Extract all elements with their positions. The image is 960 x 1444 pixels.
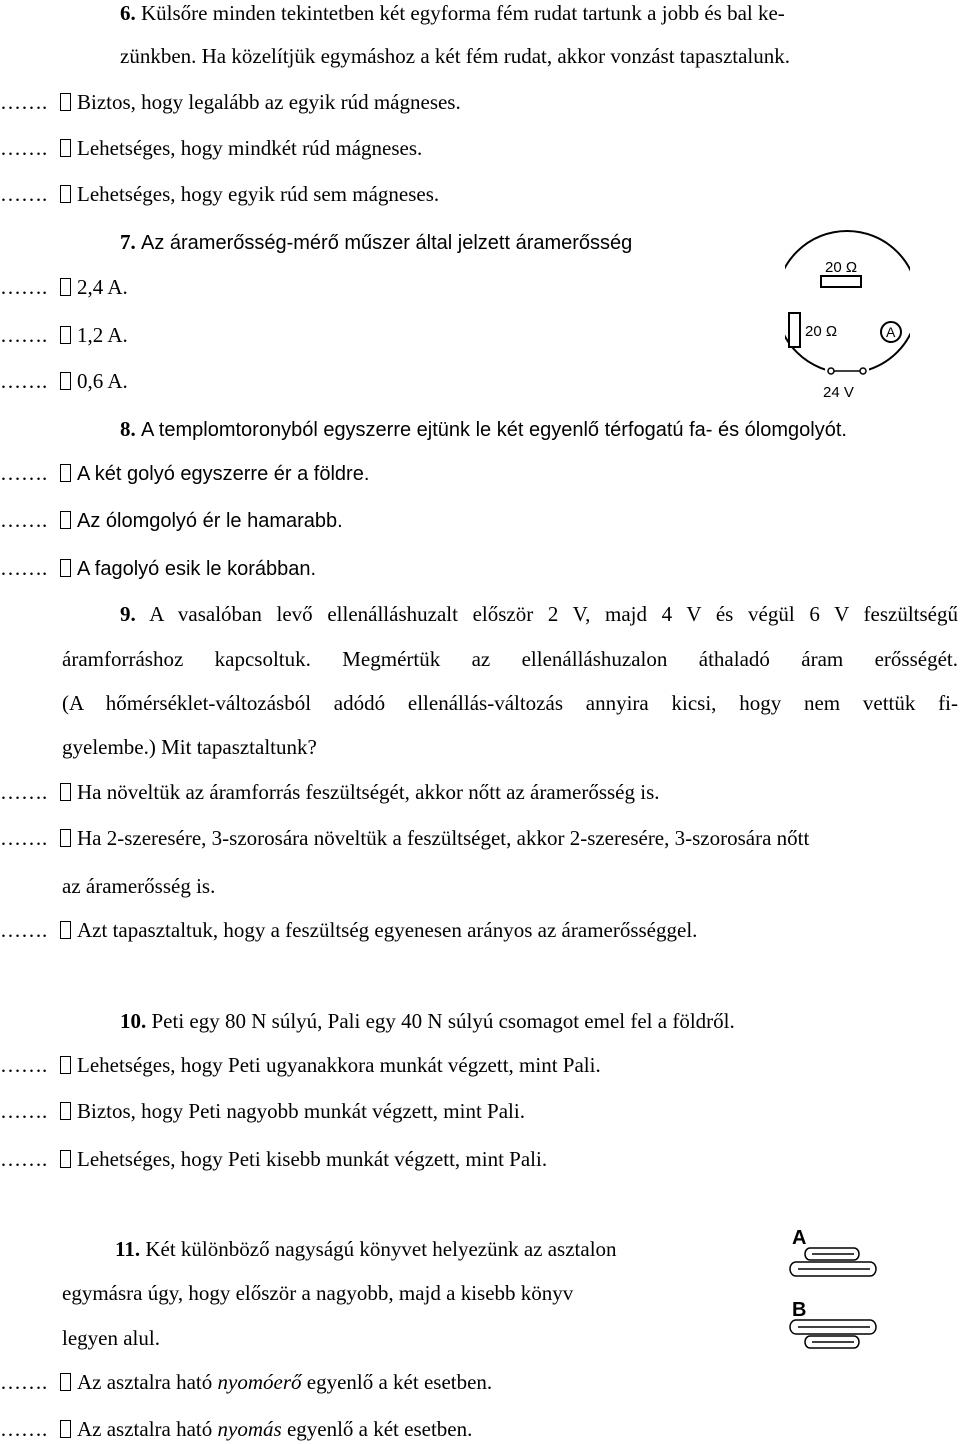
answer-blank[interactable]: …….: [0, 323, 48, 347]
answer-blank[interactable]: …….: [0, 508, 48, 532]
checkbox-icon[interactable]: [60, 372, 71, 390]
book-stack-b: [790, 1320, 876, 1348]
answer-blank[interactable]: …….: [0, 275, 48, 299]
q10-option-1[interactable]: [0, 1052, 601, 1078]
q11-line2: egymásra úgy, hogy először a nagyobb, majd a kisebb könyv: [62, 1281, 574, 1305]
option-label: Biztos, hogy Peti nagyobb munkát végzett, mint Pali.: [77, 1099, 525, 1123]
q6-option-1[interactable]: [0, 89, 461, 115]
q10-line: [120, 1008, 735, 1034]
answer-blank[interactable]: …….: [0, 369, 48, 393]
q11-line3: legyen alul.: [62, 1326, 160, 1350]
q11-number: 11.: [115, 1237, 141, 1261]
option-emphasis: nyomóerő: [217, 1370, 302, 1394]
option-label-end: egyenlő a két esetben.: [301, 1370, 493, 1394]
q10-number: 10.: [120, 1009, 147, 1033]
option-label: Lehetséges, hogy Peti kisebb munkát végzett, mint Pali.: [77, 1147, 548, 1171]
answer-blank[interactable]: …….: [0, 1147, 48, 1171]
q8-option-2[interactable]: [0, 507, 343, 534]
q9-line3: (A hőmérséklet-változásból adódó ellenállás-változás annyira kicsi, hogy nem vettük fi-: [62, 691, 958, 715]
checkbox-icon[interactable]: [60, 1102, 71, 1120]
answer-blank[interactable]: …….: [0, 1417, 48, 1441]
checkbox-icon[interactable]: [60, 783, 71, 801]
option-label: A két golyó egyszerre ér a földre.: [77, 463, 370, 485]
q9-line1: [120, 601, 958, 627]
q7-number: 7.: [120, 230, 136, 254]
answer-blank[interactable]: …….: [0, 1053, 48, 1077]
option-label: 0,6 A.: [77, 369, 128, 393]
option-emphasis: nyomás: [217, 1417, 282, 1441]
q7-line: [120, 229, 632, 256]
q11-option-2[interactable]: [0, 1416, 472, 1442]
option-label: Lehetséges, hogy Peti ugyanakkora munkát végzett, mint Pali.: [77, 1053, 601, 1077]
q8-text: A templomtoronyból egyszerre ejtünk le két egyenlő térfogatú fa- és ólomgolyót.: [141, 419, 847, 441]
checkbox-icon[interactable]: [60, 1373, 71, 1391]
q6-number: 6.: [120, 1, 136, 25]
option-label: Az ólomgolyó ér le hamarabb.: [77, 510, 343, 532]
books-figure: [788, 1222, 928, 1352]
checkbox-icon[interactable]: [60, 326, 71, 344]
q7-option-2[interactable]: [0, 322, 128, 348]
option-label: Biztos, hogy legalább az egyik rúd mágneses.: [77, 90, 461, 114]
q6-option-2[interactable]: [0, 135, 422, 161]
checkbox-icon[interactable]: [60, 464, 71, 482]
ammeter-label: A: [886, 324, 896, 340]
q10-option-2[interactable]: [0, 1098, 525, 1124]
checkbox-icon[interactable]: [60, 921, 71, 939]
checkbox-icon[interactable]: [60, 185, 71, 203]
answer-blank[interactable]: …….: [0, 556, 48, 580]
answer-blank[interactable]: …….: [0, 90, 48, 114]
checkbox-icon[interactable]: [60, 829, 71, 847]
option-label: 1,2 A.: [77, 323, 128, 347]
option-label: Az asztalra ható: [77, 1417, 218, 1441]
resistor-top: [821, 276, 861, 287]
checkbox-icon[interactable]: [60, 93, 71, 111]
checkbox-icon[interactable]: [60, 1056, 71, 1074]
option-label: Lehetséges, hogy mindkét rúd mágneses.: [77, 136, 423, 160]
circuit-wire: [785, 231, 910, 373]
q9-number: 9.: [120, 602, 136, 626]
figure-label-b: B: [792, 1299, 807, 1321]
answer-blank[interactable]: …….: [0, 182, 48, 206]
terminal-left: [828, 368, 834, 374]
q10-text: Peti egy 80 N súlyú, Pali egy 40 N súlyú csomagot emel fel a földről.: [151, 1009, 735, 1033]
q9-line2: áramforráshoz kapcsoltuk. Megmértük az ellenálláshuzalon áthaladó áram erősségét.: [62, 647, 958, 671]
option-label: Az asztalra ható: [77, 1370, 218, 1394]
q6-line1: [120, 0, 785, 26]
option-label: 2,4 A.: [77, 275, 128, 299]
q9-option-2[interactable]: [0, 825, 809, 851]
checkbox-icon[interactable]: [60, 559, 71, 577]
resistor-left-label: 20 Ω: [805, 323, 838, 340]
q11-line1: [115, 1236, 617, 1262]
answer-blank[interactable]: …….: [0, 1370, 48, 1394]
q7-option-1[interactable]: [0, 274, 128, 300]
q8-line: [120, 416, 847, 443]
option-label-end: egyenlő a két esetben.: [281, 1417, 473, 1441]
q9-text-1: A vasalóban levő ellenálláshuzalt először 2 V, majd 4 V és végül 6 V feszültségű: [149, 602, 958, 626]
q10-option-3[interactable]: [0, 1146, 547, 1172]
option-label: Ha növeltük az áramforrás feszültségét, akkor nőtt az áramerősség is.: [77, 780, 660, 804]
q6-line2: zünkben. Ha közelítjük egymáshoz a két fém rudat, akkor vonzást tapasztalunk.: [120, 44, 791, 68]
answer-blank[interactable]: …….: [0, 826, 48, 850]
q8-option-1[interactable]: [0, 460, 369, 487]
figure-label-a: A: [792, 1227, 807, 1249]
circuit-diagram: [785, 212, 910, 402]
answer-blank[interactable]: …….: [0, 461, 48, 485]
checkbox-icon[interactable]: [60, 1150, 71, 1168]
option-label: A fagolyó esik le korábban.: [77, 558, 317, 580]
resistor-top-label: 20 Ω: [825, 259, 858, 276]
answer-blank[interactable]: …….: [0, 1099, 48, 1123]
q6-text-1: Külsőre minden tekintetben két egyforma fém rudat tartunk a jobb és bal ke-: [141, 1, 785, 25]
q8-number: 8.: [120, 417, 136, 441]
voltage-label: 24 V: [823, 384, 854, 401]
answer-blank[interactable]: …….: [0, 136, 48, 160]
q8-option-3[interactable]: [0, 555, 316, 582]
checkbox-icon[interactable]: [60, 278, 71, 296]
option-label: Azt tapasztaltuk, hogy a feszültség egyenesen arányos az áramerősséggel.: [77, 918, 698, 942]
answer-blank[interactable]: …….: [0, 918, 48, 942]
checkbox-icon[interactable]: [60, 139, 71, 157]
q7-text: Az áramerősség-mérő műszer által jelzett áramerősség: [141, 232, 633, 254]
q9-option-3[interactable]: [0, 917, 697, 943]
q9-line4: gyelembe.) Mit tapasztaltunk?: [62, 735, 317, 759]
q9-option-2-cont: az áramerősség is.: [62, 874, 216, 898]
checkbox-icon[interactable]: [60, 1420, 71, 1438]
answer-blank[interactable]: …….: [0, 780, 48, 804]
checkbox-icon[interactable]: [60, 511, 71, 529]
option-label: Lehetséges, hogy egyik rúd sem mágneses.: [77, 182, 440, 206]
q6-option-3[interactable]: [0, 181, 439, 207]
terminal-right: [860, 368, 866, 374]
q11-option-1[interactable]: [0, 1369, 492, 1395]
book-stack-a: [790, 1248, 876, 1276]
q9-option-1[interactable]: [0, 779, 660, 805]
q11-text-1: Két különböző nagyságú könyvet helyezünk az asztalon: [145, 1237, 617, 1261]
resistor-left: [789, 313, 800, 347]
option-label: Ha 2-szeresére, 3-szorosára növeltük a feszültséget, akkor 2-szeresére, 3-szorosára nőtt: [77, 826, 810, 850]
q7-option-3[interactable]: [0, 368, 128, 394]
